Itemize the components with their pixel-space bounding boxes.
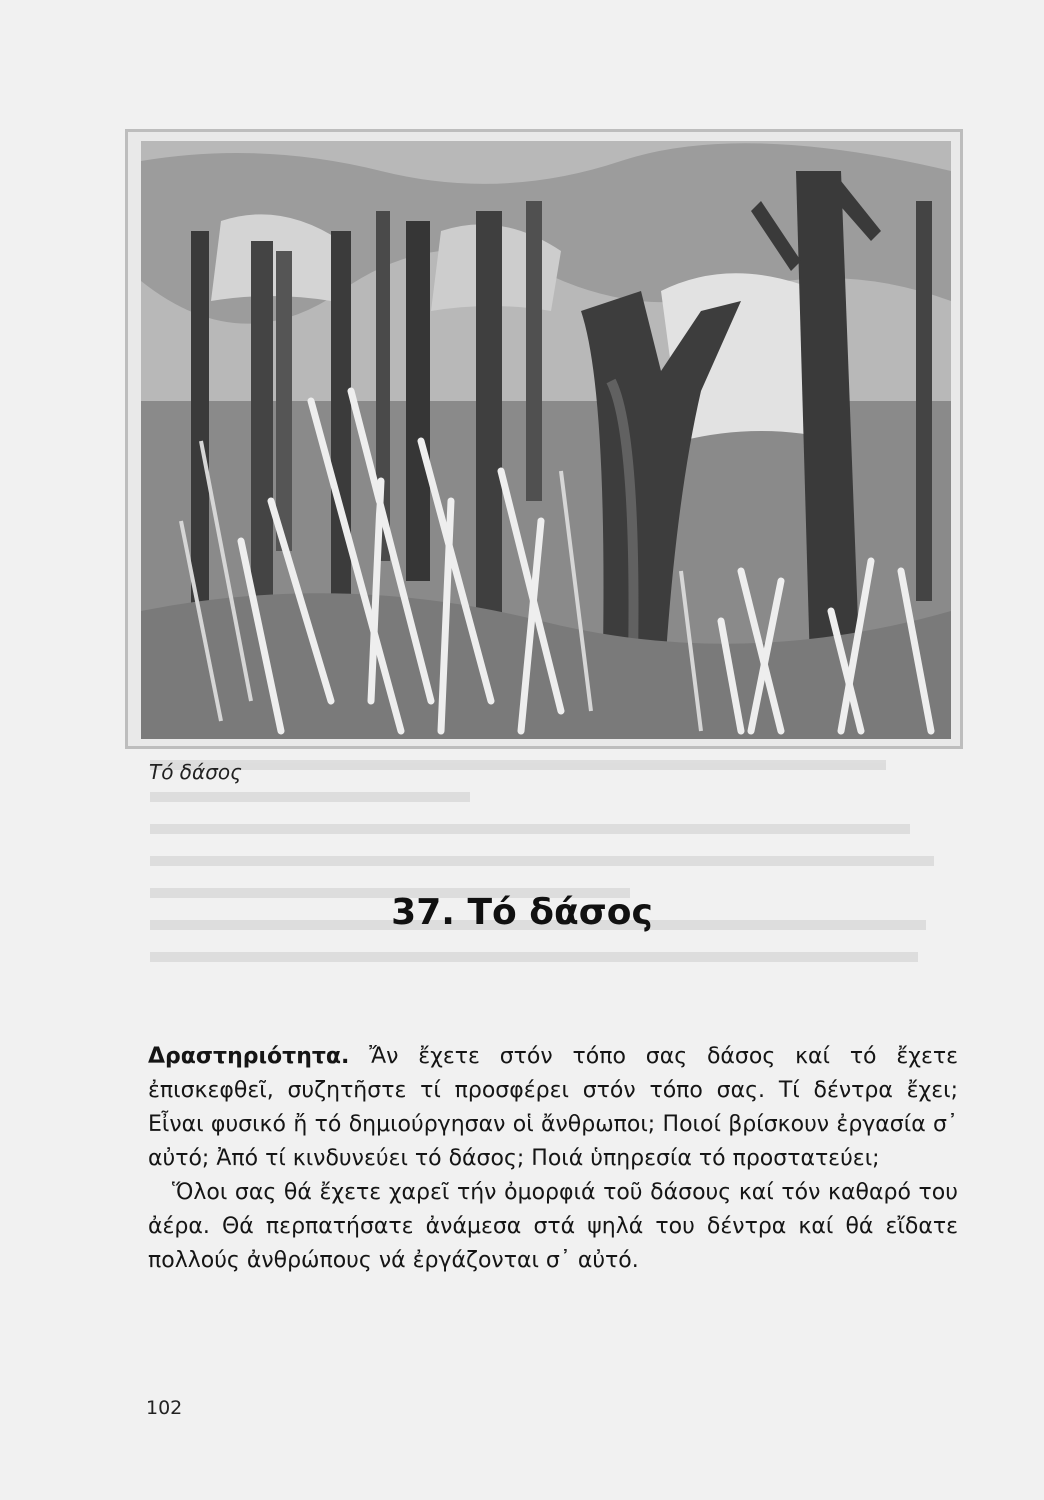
page-number: 102 [146, 1397, 183, 1419]
activity-label: Δραστηριότητα. [148, 1044, 350, 1069]
forest-illustration [141, 141, 951, 739]
lesson-title: 37. Τό δάσος [391, 892, 653, 933]
activity-paragraph [148, 1040, 958, 1176]
figure-caption: Τό δάσος [149, 760, 242, 784]
lesson-body [148, 1040, 958, 1278]
activity-text: Ἄν ἔχετε στόν τόπο σας δάσος καί τό ἔχετε ἐπισκεφθεῖ, συζητῆστε τί προσφέρει στόν τόπο σας. Τί δέντρα ἔχει; Εἶναι φυσικό ἤ τό δημιούργησαν οἱ ἄνθρωποι; Ποιοί βρίσκουν ἐργασία σ᾽ αὐτό; Ἀπό τί κινδυνεύει τό δάσος; Ποιά ὑπηρεσία τό προστατεύει; [148, 1044, 958, 1171]
forest-painting [141, 141, 951, 739]
forest-paragraph: Ὅλοι σας θά ἔχετε χαρεῖ τήν ὀμορφιά τοῦ δάσους καί τόν καθαρό του ἀέρα. Θά περπατήσατε ἀνάμεσα στά ψηλά του δέντρα καί θά εἴδατε πολλούς ἀνθρώπους νά ἐργάζονται σ᾽ αὐτό. [148, 1180, 958, 1273]
